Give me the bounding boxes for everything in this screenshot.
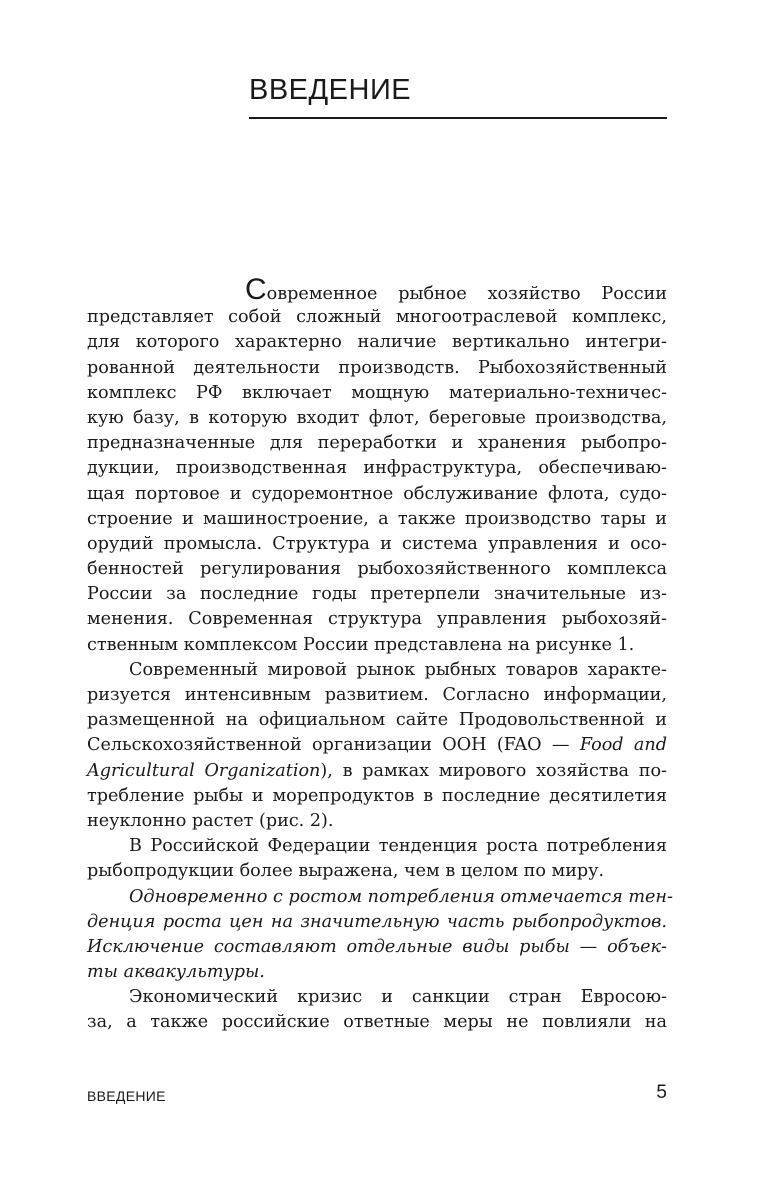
paragraph-4-line-4: ты аквакультуры. — [87, 962, 265, 983]
paragraph-5-line-1: Экономический кризис и санкции стран Евросою- — [129, 987, 667, 1008]
paragraph-3-line-1: В Российской Федерации тенденция роста потребления — [129, 836, 667, 857]
paragraph-1-line-13: России за последние годы претерпели значительные из- — [87, 584, 667, 605]
paragraph-1-line-15: ственным комплексом России представлена на рисунке 1. — [87, 634, 635, 655]
paragraph-1-line-1: Современное рыбное хозяйство России — [245, 273, 667, 306]
paragraph-2-line-7: неуклонно растет (рис. 2). — [87, 810, 334, 831]
paragraph-1-line-12: бенностей регулирования рыбохозяйственного комплекса — [87, 559, 667, 580]
paragraph-1-line-4: рованной деятельности производств. Рыбохозяйственный — [87, 357, 667, 378]
chapter-title: ВВЕДЕНИЕ — [249, 74, 412, 106]
page-number: 5 — [656, 1082, 667, 1103]
paragraph-2-line-1: Современный мировой рынок рыбных товаров характе- — [129, 659, 667, 680]
body-text — [87, 273, 673, 1036]
paragraph-4-line-1: Одновременно с ростом потребления отмечается тен- — [129, 886, 673, 907]
paragraph-1-line-8: дукции, производственная инфраструктура, обеспечиваю- — [87, 458, 667, 479]
paragraph-2-line-6: требление рыбы и морепродуктов в последние десятилетия — [87, 785, 667, 806]
paragraph-2-line-3: размещенной на официальном сайте Продовольственной и — [87, 710, 667, 731]
paragraph-1-line-10: строение и машиностроение, а также производство тары и — [87, 508, 667, 529]
paragraph-5-line-2: за, а также российские ответные меры не повлияли на — [87, 1012, 667, 1033]
paragraph-4-line-2: денция роста цен на значительную часть рыбопродуктов. — [87, 911, 667, 932]
paragraph-1-line-5: комплекс РФ включает мощную материально-техничес- — [87, 382, 667, 403]
paragraph-4-line-3: Исключение составляют отдельные виды рыбы — объек- — [87, 936, 667, 957]
title-divider — [249, 117, 667, 119]
paragraph-1-line-14: менения. Современная структура управления рыбохозяй- — [87, 609, 667, 630]
drop-cap: С — [245, 273, 267, 306]
paragraph-2-line-5: Agricultural Organization), в рамках мирового хозяйства по- — [87, 760, 667, 781]
paragraph-1-line-2: представляет собой сложный многоотраслевой комплекс, — [87, 307, 667, 328]
running-footer-title: ВВЕДЕНИЕ — [87, 1088, 166, 1104]
paragraph-2-line-4: Сельскохозяйственной организации ООН (FAO — Food and — [87, 735, 668, 756]
paragraph-1-line-3: для которого характерно наличие вертикально интегри- — [87, 332, 667, 353]
paragraph-1-line-11: орудий промысла. Структура и система управления и осо- — [87, 533, 667, 554]
paragraph-2-line-2: ризуется интенсивным развитием. Согласно информации, — [87, 685, 667, 705]
paragraph-1-line-7: предназначенные для переработки и хранения рыбопро- — [87, 433, 667, 454]
paragraph-1-line-9: щая портовое и судоремонтное обслуживание флота, судо- — [87, 483, 667, 504]
paragraph-3-line-2: рыбопродукции более выражена, чем в целом по миру. — [87, 861, 605, 882]
paragraph-1-line-6: кую базу, в которую входит флот, береговые производства, — [87, 407, 667, 428]
